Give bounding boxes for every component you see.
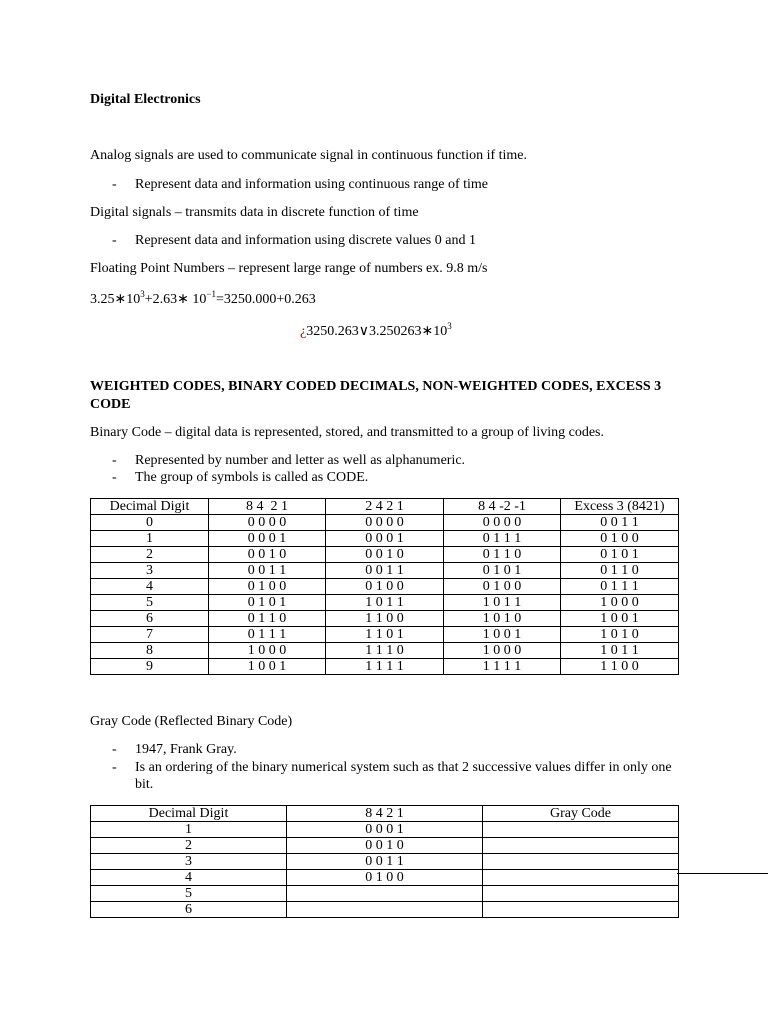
- table-cell: 1 1 0 0: [561, 659, 679, 675]
- table-cell: 1 0 0 0: [209, 643, 326, 659]
- table-cell: 0 1 1 1: [444, 531, 561, 547]
- table-cell: 9: [91, 659, 209, 675]
- table-cell: [483, 870, 679, 886]
- table-row: [91, 611, 679, 627]
- weighted-codes-table: [90, 498, 679, 675]
- table-row: [91, 579, 679, 595]
- table-row: [91, 659, 679, 675]
- table-cell: 1: [91, 822, 287, 838]
- document-title: Digital Electronics: [90, 92, 201, 107]
- equation-2: [300, 323, 452, 340]
- table-row: [91, 515, 679, 531]
- table-cell: 0 0 1 0: [209, 547, 326, 563]
- table-cell: 5: [91, 595, 209, 611]
- table-cell: 1 1 1 0: [326, 643, 444, 659]
- table-cell: 0 1 1 1: [209, 627, 326, 643]
- table-cell: 0 0 0 1: [209, 531, 326, 547]
- table-row: [91, 595, 679, 611]
- weighted-codes-heading-line2: CODE: [90, 397, 131, 412]
- binary-code-paragraph: Binary Code – digital data is represented, stored, and transmitted to a group of living codes.: [90, 425, 604, 440]
- table-cell: [483, 886, 679, 902]
- eq2-mark: ¿: [300, 324, 307, 339]
- table-cell: 0 1 1 0: [444, 547, 561, 563]
- table-cell: 0 0 0 0: [326, 515, 444, 531]
- table-cell: [287, 886, 483, 902]
- table-cell: 0: [91, 515, 209, 531]
- table-header-cell: Gray Code: [483, 806, 679, 822]
- table-cell: 3: [91, 563, 209, 579]
- table-cell: 1 0 0 1: [209, 659, 326, 675]
- table-cell: [483, 902, 679, 918]
- table-row: [91, 547, 679, 563]
- table-cell: 0 1 1 1: [561, 579, 679, 595]
- table-cell: 1 0 1 1: [561, 643, 679, 659]
- table-cell: 1 0 0 0: [444, 643, 561, 659]
- eq2-body: 3250.263∨3.250263∗10: [306, 324, 448, 339]
- table-cell: 1 0 0 1: [561, 611, 679, 627]
- table-cell: 1 0 0 0: [561, 595, 679, 611]
- digital-signals-paragraph: Digital signals – transmits data in discrete function of time: [90, 205, 419, 220]
- table-header-row: [91, 499, 679, 515]
- table-cell: 1 0 1 1: [326, 595, 444, 611]
- table-row: [91, 870, 679, 886]
- bullet-dash: -: [112, 742, 117, 757]
- table-cell: [483, 822, 679, 838]
- table-cell: 1 1 1 1: [444, 659, 561, 675]
- table-cell: 0 1 0 0: [326, 579, 444, 595]
- table-cell: 2: [91, 547, 209, 563]
- table-cell: 7: [91, 627, 209, 643]
- table-header-cell: 8 4 -2 -1: [444, 499, 561, 515]
- gray-bullet-2: Is an ordering of the binary numerical system such as that 2 successive values differ in only one: [135, 760, 672, 775]
- table-cell: 0 0 1 1: [326, 563, 444, 579]
- table-header-cell: 8 4 2 1: [209, 499, 326, 515]
- table-cell: [483, 838, 679, 854]
- table-cell: [483, 854, 679, 870]
- analog-bullet: Represent data and information using continuous range of time: [135, 177, 489, 192]
- gray-code-table: [90, 805, 679, 918]
- bullet-dash: -: [112, 177, 117, 192]
- table-cell: 2: [91, 838, 287, 854]
- table-row: [91, 563, 679, 579]
- table-cell: 1 0 0 1: [444, 627, 561, 643]
- eq1-term-c: =3250.000+0.263: [215, 292, 316, 307]
- table-cell: 1 1 0 0: [326, 611, 444, 627]
- table-row: [91, 643, 679, 659]
- table-row: [91, 838, 679, 854]
- table-header-row: [91, 806, 679, 822]
- bullet-dash: -: [112, 233, 117, 248]
- table-cell: 0 1 0 1: [209, 595, 326, 611]
- eq1-term-b: +2.63∗ 10: [144, 292, 207, 307]
- table-cell: 0 0 0 0: [444, 515, 561, 531]
- table-cell: 1 0 1 0: [561, 627, 679, 643]
- analog-signals-paragraph: Analog signals are used to communicate signal in continuous function if time.: [90, 148, 528, 163]
- bullet-dash: -: [112, 470, 117, 485]
- table-cell: [287, 902, 483, 918]
- table-row: [91, 854, 679, 870]
- table-cell: 1 0 1 0: [444, 611, 561, 627]
- table-cell: 1 0 1 1: [444, 595, 561, 611]
- eq2-exp: 3: [447, 321, 452, 331]
- table-border-line: [677, 873, 768, 874]
- table-cell: 0 1 0 0: [287, 870, 483, 886]
- eq1-term-a: 3.25∗10: [90, 292, 141, 307]
- floating-point-paragraph: Floating Point Numbers – represent large range of numbers ex. 9.8 m/s: [90, 261, 488, 276]
- bullet-dash: -: [112, 760, 117, 775]
- binary-bullet-2: The group of symbols is called as CODE.: [135, 470, 369, 485]
- weighted-codes-heading-line1: WEIGHTED CODES, BINARY CODED DECIMALS, NON-WEIGHTED CODES, EXCESS 3: [90, 379, 662, 394]
- gray-bullet-2-continued: bit.: [135, 777, 154, 792]
- table-cell: 0 0 1 1: [287, 854, 483, 870]
- binary-bullet-1: Represented by number and letter as well as alphanumeric.: [135, 453, 466, 468]
- digital-bullet: Represent data and information using discrete values 0 and 1: [135, 233, 476, 248]
- table-cell: 0 1 0 0: [561, 531, 679, 547]
- table-header-cell: Decimal Digit: [91, 806, 287, 822]
- table-cell: 4: [91, 579, 209, 595]
- table-row: [91, 886, 679, 902]
- table-cell: 0 0 0 1: [326, 531, 444, 547]
- table-cell: 0 0 1 1: [561, 515, 679, 531]
- table-cell: 0 1 0 1: [444, 563, 561, 579]
- table-row: [91, 822, 679, 838]
- table-cell: 0 1 1 0: [209, 611, 326, 627]
- eq1-exp-b: −1: [206, 289, 216, 299]
- table-cell: 0 0 0 1: [287, 822, 483, 838]
- table-cell: 5: [91, 886, 287, 902]
- table-cell: 0 1 0 0: [444, 579, 561, 595]
- table-cell: 0 0 1 0: [326, 547, 444, 563]
- table-cell: 6: [91, 902, 287, 918]
- table-cell: 8: [91, 643, 209, 659]
- table-cell: 6: [91, 611, 209, 627]
- table-cell: 0 0 1 0: [287, 838, 483, 854]
- table-cell: 1 1 0 1: [326, 627, 444, 643]
- table-cell: 1 1 1 1: [326, 659, 444, 675]
- table-cell: 4: [91, 870, 287, 886]
- table-header-cell: 8 4 2 1: [287, 806, 483, 822]
- gray-bullet-1: 1947, Frank Gray.: [135, 742, 237, 757]
- table-cell: 0 1 1 0: [561, 563, 679, 579]
- table-row: [91, 902, 679, 918]
- table-header-cell: Excess 3 (8421): [561, 499, 679, 515]
- table-row: [91, 531, 679, 547]
- table-header-cell: 2 4 2 1: [326, 499, 444, 515]
- table-cell: 3: [91, 854, 287, 870]
- table-header-cell: Decimal Digit: [91, 499, 209, 515]
- eq1-exp-a: 3: [140, 289, 145, 299]
- table-cell: 0 1 0 1: [561, 547, 679, 563]
- table-cell: 0 1 0 0: [209, 579, 326, 595]
- bullet-dash: -: [112, 453, 117, 468]
- table-cell: 0 0 1 1: [209, 563, 326, 579]
- table-cell: 0 0 0 0: [209, 515, 326, 531]
- table-cell: 1: [91, 531, 209, 547]
- table-row: [91, 627, 679, 643]
- equation-1: [90, 291, 316, 308]
- gray-code-heading: Gray Code (Reflected Binary Code): [90, 714, 293, 729]
